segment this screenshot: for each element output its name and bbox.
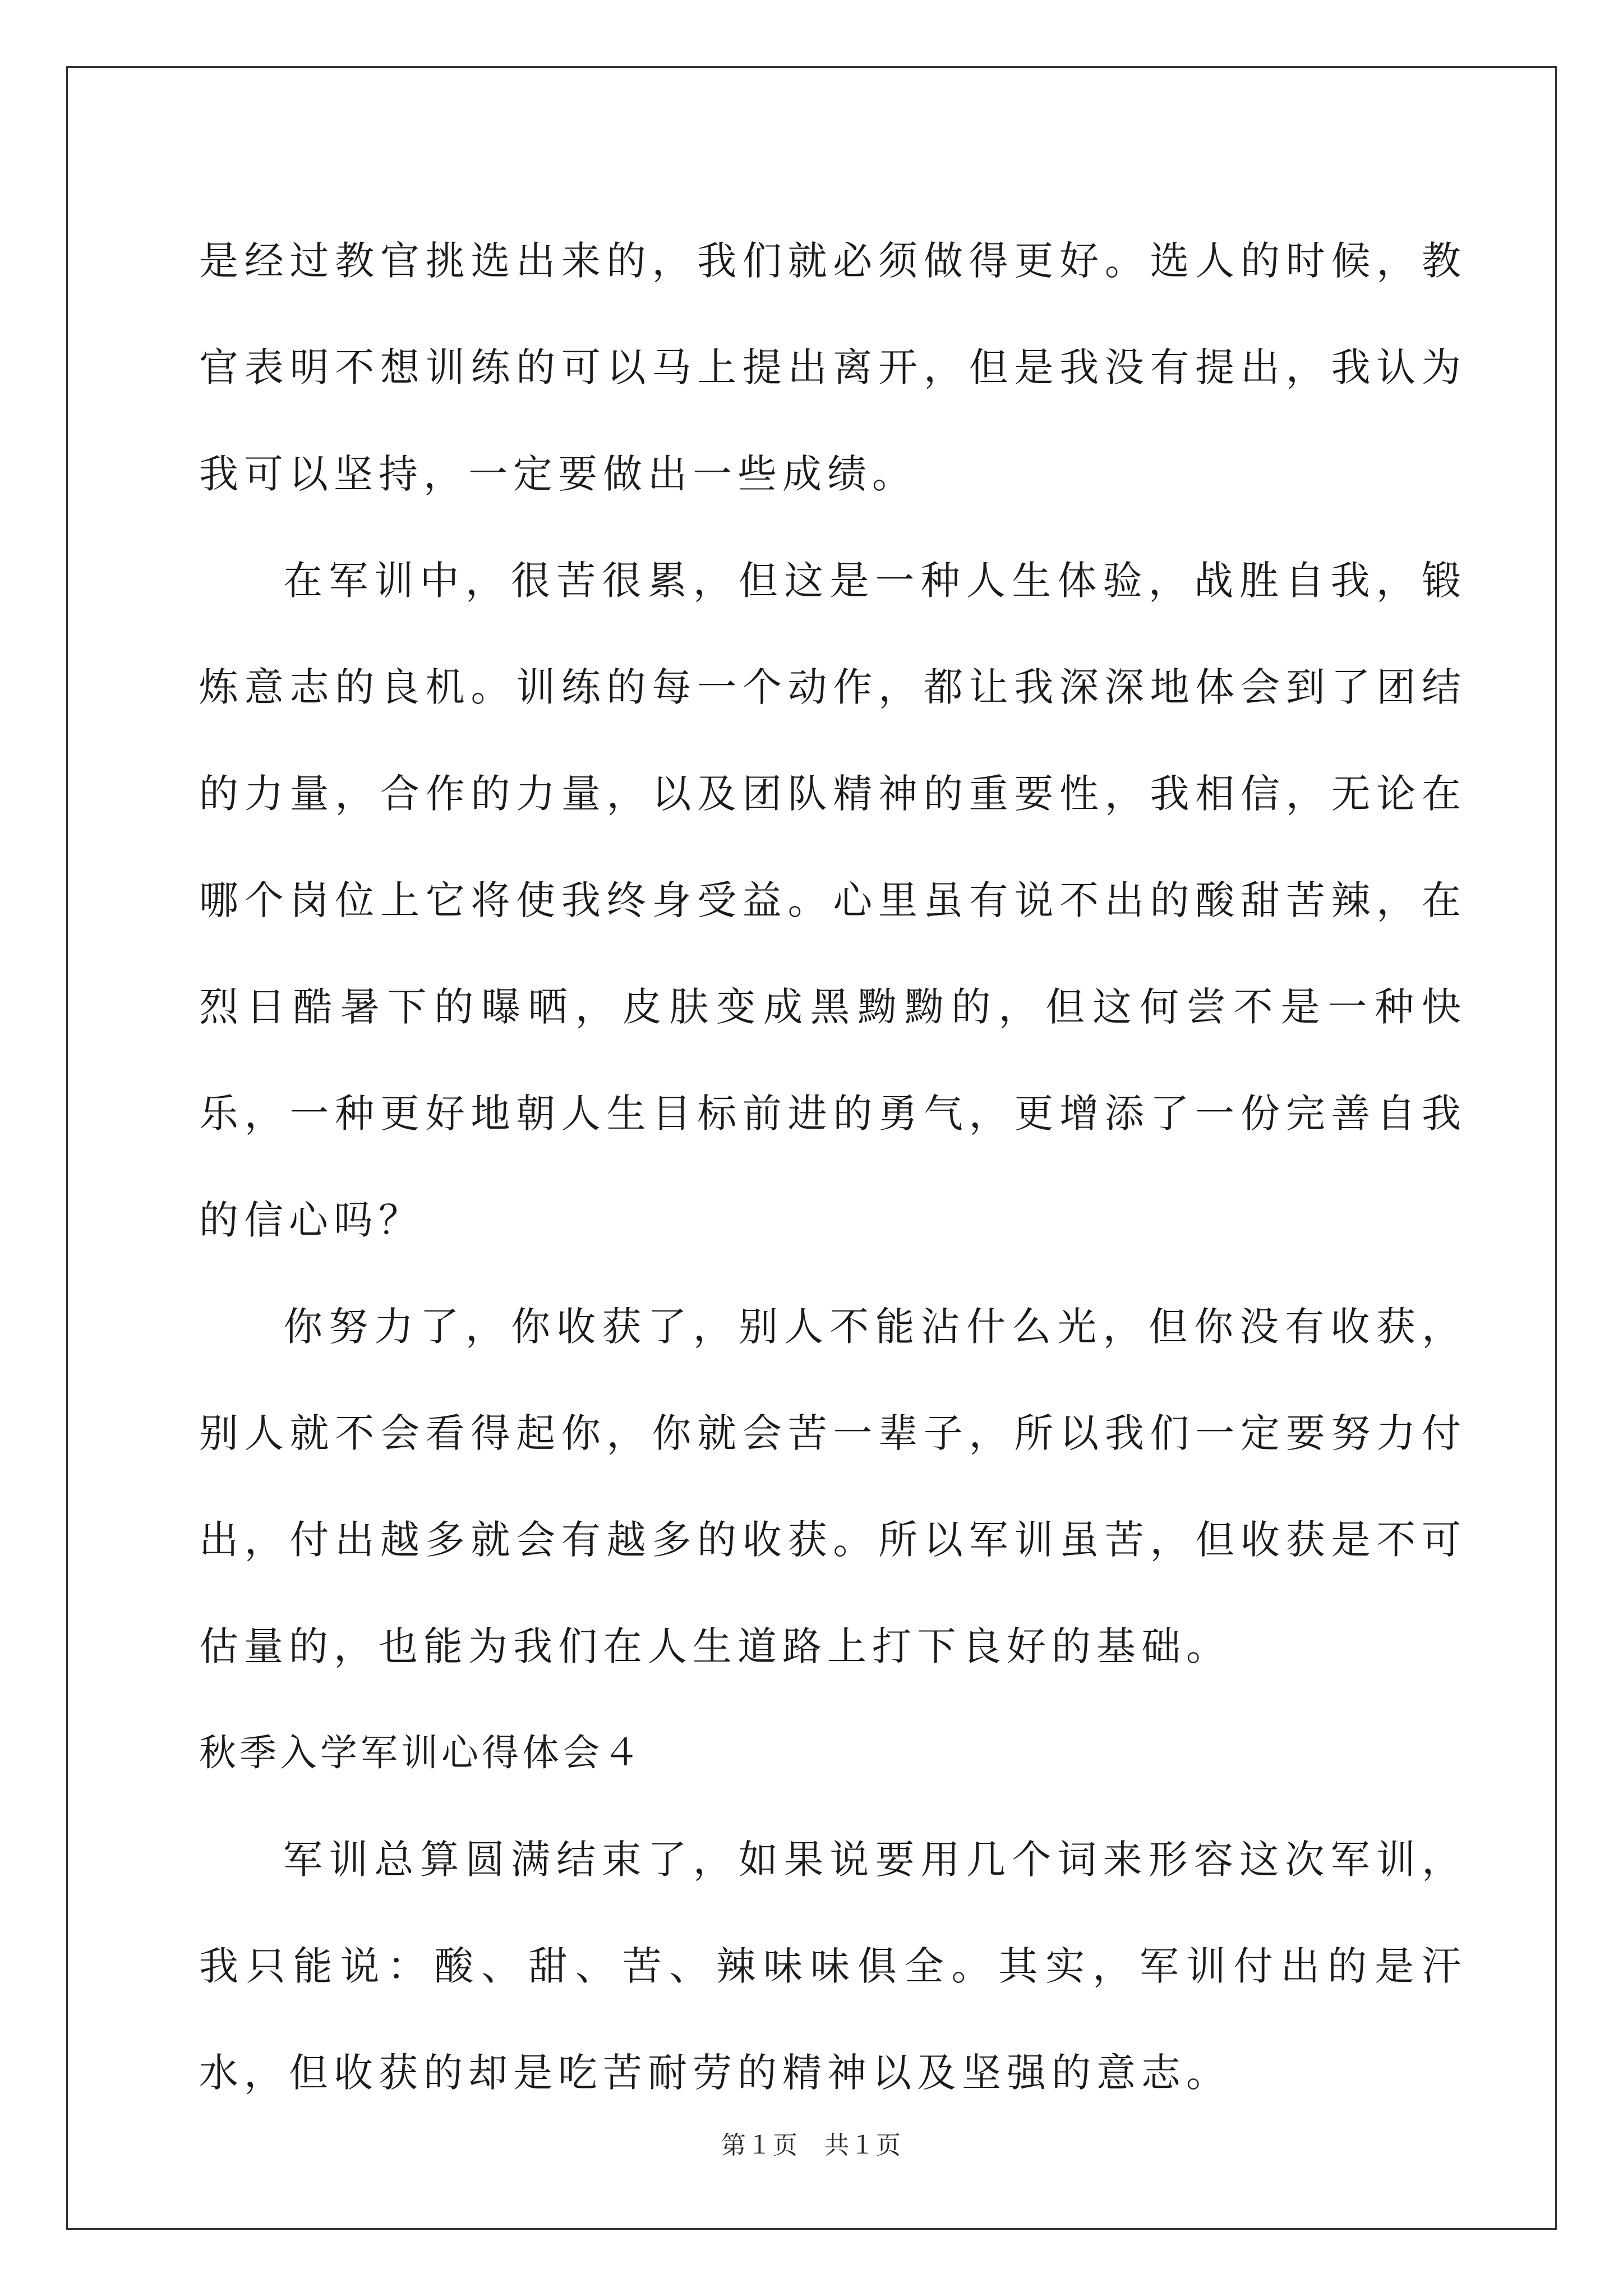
document-body	[199, 208, 1467, 2126]
page-footer: 第１页 共１页	[721, 2131, 902, 2160]
paragraph: 军训总算圆满结束了，如果说要用几个词来形容这次军训，我只能说：酸、甜、苦、辣味味俱全。其实，军训付出的是汗水，但收获的却是吃苦耐劳的精神以及坚强的意志。	[199, 1837, 1467, 2096]
paragraph-continuation: 是经过教官挑选出来的，我们就必须做得更好。选人的时候，教官表明不想训练的可以马上提出离开，但是我没有提出，我认为我可以坚持，一定要做出一些成绩。	[199, 238, 1467, 497]
section-heading: 秋季入学军训心得体会４	[199, 1731, 643, 1774]
paragraph: 在军训中，很苦很累，但这是一种人生体验，战胜自我，锻炼意志的良机。训练的每一个动作，都让我深深地体会到了团结的力量，合作的力量，以及团队精神的重要性，我相信，无论在哪个岗位上它将使我终身受益。心里虽有说不出的酸甜苦辣，在烈日酷暑下的曝晒，皮肤变成黑黝黝的，但这何尝不是一种快乐，一种更好地朝人生目标前进的勇气，更增添了一份完善自我的信心吗？	[199, 558, 1467, 1243]
paragraph: 你努力了，你收获了，别人不能沾什么光，但你没有收获，别人就不会看得起你，你就会苦一辈子，所以我们一定要努力付出，付出越多就会有越多的收获。所以军训虽苦，但收获是不可估量的，也能为我们在人生道路上打下良好的基础。	[199, 1304, 1467, 1669]
